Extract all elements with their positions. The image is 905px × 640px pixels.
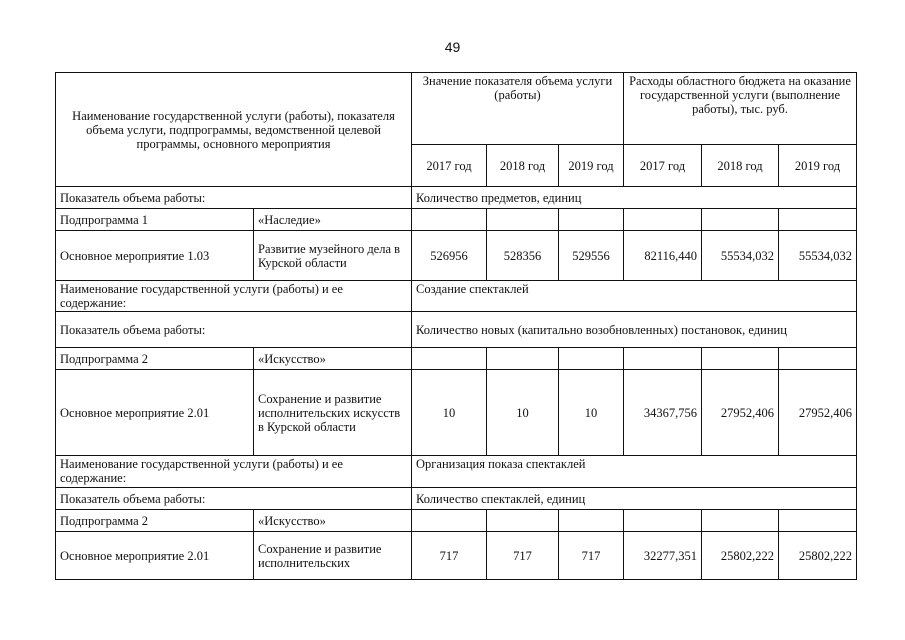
- indicator-label: Показатель объема работы:: [56, 187, 412, 209]
- table-row: [56, 187, 857, 209]
- subprogram-label: Подпрограмма 2: [56, 510, 254, 532]
- subprogram-label: Подпрограмма 2: [56, 348, 254, 370]
- indicator-value: Количество предметов, единиц: [412, 187, 857, 209]
- header-year: 2017 год: [412, 145, 487, 187]
- table-row: [56, 532, 857, 580]
- value-cell: 10: [412, 370, 487, 456]
- page-number: 49: [444, 39, 461, 55]
- value-cell: 526956: [412, 231, 487, 281]
- activity-label: Основное мероприятие 2.01: [56, 370, 254, 456]
- value-cell: 34367,756: [624, 370, 702, 456]
- value-cell: 32277,351: [624, 532, 702, 580]
- value-cell: 27952,406: [702, 370, 779, 456]
- subprogram-name: «Искусство»: [254, 510, 412, 532]
- table-row: [56, 348, 857, 370]
- header-year: 2019 год: [559, 145, 624, 187]
- value-cell: 717: [487, 532, 559, 580]
- value-cell: 10: [559, 370, 624, 456]
- subprogram-name: «Искусство»: [254, 348, 412, 370]
- header-year: 2019 год: [779, 145, 857, 187]
- table-row: [56, 312, 857, 348]
- table-row: [56, 488, 857, 510]
- table-row: [56, 370, 857, 456]
- value-cell: 528356: [487, 231, 559, 281]
- header-year: 2018 год: [702, 145, 779, 187]
- value-cell: 529556: [559, 231, 624, 281]
- indicator-value: Количество спектаклей, единиц: [412, 488, 857, 510]
- service-label: Наименование государственной услуги (работы) и ее содержание:: [56, 456, 412, 488]
- budget-table: [55, 72, 857, 580]
- activity-name: Сохранение и развитие исполнительских искусств в Курской области: [254, 370, 412, 456]
- value-cell: 55534,032: [702, 231, 779, 281]
- value-cell: 25802,222: [779, 532, 857, 580]
- indicator-value: Количество новых (капитально возобновленных) постановок, единиц: [412, 312, 857, 348]
- service-label: Наименование государственной услуги (работы) и ее содержание:: [56, 281, 412, 312]
- table-row: [56, 231, 857, 281]
- value-cell: 10: [487, 370, 559, 456]
- value-cell: 717: [412, 532, 487, 580]
- indicator-label: Показатель объема работы:: [56, 488, 412, 510]
- table-row: [56, 510, 857, 532]
- header-year: 2018 год: [487, 145, 559, 187]
- activity-name: Развитие музейного дела в Курской области: [254, 231, 412, 281]
- value-cell: 55534,032: [779, 231, 857, 281]
- value-cell: 25802,222: [702, 532, 779, 580]
- header-volume-column: Значение показателя объема услуги (работы): [412, 73, 624, 145]
- table-row: [56, 281, 857, 312]
- value-cell: 27952,406: [779, 370, 857, 456]
- subprogram-name: «Наследие»: [254, 209, 412, 231]
- service-value: Организация показа спектаклей: [412, 456, 857, 488]
- activity-name: Сохранение и развитие исполнительских: [254, 532, 412, 580]
- header-expenses-column: Расходы областного бюджета на оказание государственной услуги (выполнение работы), тыс. руб.: [624, 73, 857, 145]
- table-row: [56, 456, 857, 488]
- value-cell: 82116,440: [624, 231, 702, 281]
- activity-label: Основное мероприятие 2.01: [56, 532, 254, 580]
- indicator-label: Показатель объема работы:: [56, 312, 412, 348]
- service-value: Создание спектаклей: [412, 281, 857, 312]
- header-year: 2017 год: [624, 145, 702, 187]
- header-name-column: Наименование государственной услуги (работы), показателя объема услуги, подпрограммы, ведомственной целевой программы, основного мероприятия: [56, 73, 412, 187]
- subprogram-label: Подпрограмма 1: [56, 209, 254, 231]
- table-row: [56, 209, 857, 231]
- value-cell: 717: [559, 532, 624, 580]
- activity-label: Основное мероприятие 1.03: [56, 231, 254, 281]
